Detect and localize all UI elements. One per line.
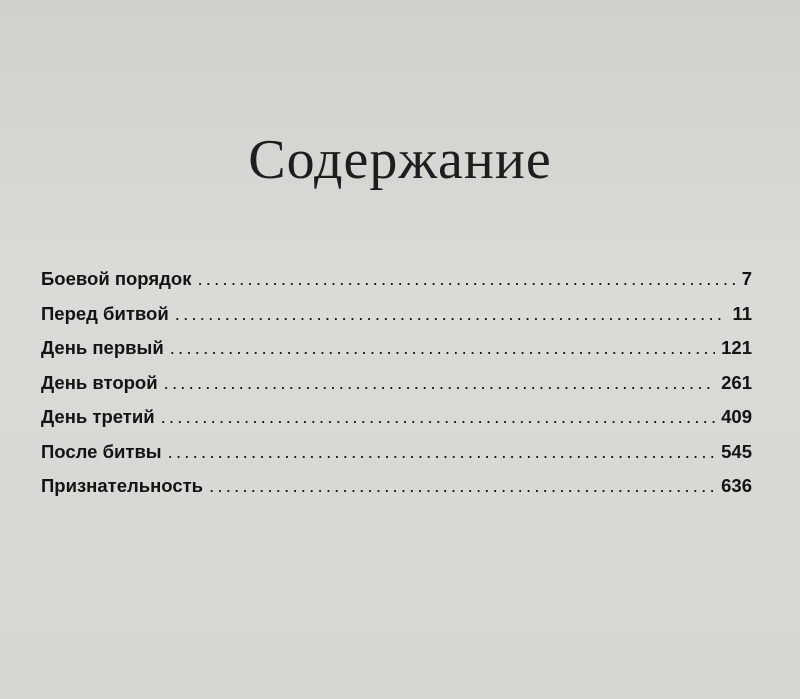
toc-entry-page: 636 (721, 475, 752, 496)
dot-leader (197, 268, 735, 290)
page-title: Содержание (248, 129, 552, 191)
toc-entry[interactable] (41, 475, 752, 510)
dot-leader (170, 337, 715, 359)
toc-entry-label: Признательность (41, 475, 204, 496)
toc-entry-label: День третий (41, 406, 155, 427)
toc-entry[interactable] (41, 372, 752, 407)
toc-entry-page: 261 (721, 371, 752, 393)
toc-entry-page: 409 (721, 406, 752, 427)
toc-entry-label: После битвы (41, 440, 162, 462)
toc-entry-label: Боевой порядок (41, 268, 192, 289)
toc-entry[interactable] (41, 337, 752, 372)
toc-entry-page: 121 (721, 337, 752, 358)
toc-entry-page: 11 (732, 302, 752, 324)
toc-entry[interactable] (41, 268, 752, 303)
dot-leader (209, 475, 715, 497)
dot-leader (175, 303, 727, 325)
toc-entry[interactable] (41, 406, 752, 441)
toc-entry-label: День первый (41, 337, 164, 358)
toc-entry-label: Перед битвой (41, 302, 169, 324)
toc-entry-label: День второй (41, 371, 158, 393)
toc-entry[interactable] (41, 303, 752, 338)
table-of-contents (41, 268, 752, 510)
toc-entry[interactable] (41, 441, 752, 476)
dot-leader (164, 372, 716, 394)
dot-leader (161, 406, 716, 428)
dot-leader (168, 441, 716, 463)
toc-entry-page: 545 (721, 440, 752, 462)
toc-entry-page: 7 (741, 268, 752, 289)
